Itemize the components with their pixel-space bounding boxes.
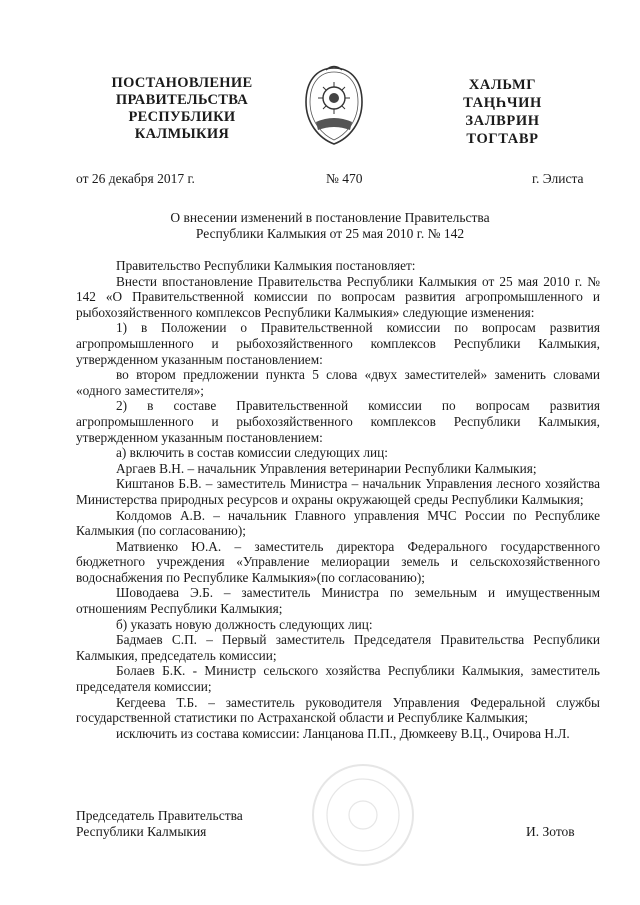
paragraph: Аргаев В.Н. – начальник Управления ветеринарии Республики Калмыкия; [116, 460, 537, 476]
paragraph: а) включить в состав комиссии следующих лиц: [116, 445, 388, 461]
kalmykia-emblem-icon [300, 64, 368, 148]
decree-date: от 26 декабря 2017 г. [76, 171, 195, 186]
paragraph: Бадмаев С.П. – Первый заместитель Председателя Правительства Республики Калмыкия, председатель комиссии; [76, 632, 600, 663]
decree-number: № 470 [326, 171, 363, 186]
document-body [76, 258, 600, 741]
paragraph: Кегдеева Т.Б. – заместитель руководителя Управления Федеральной службы государственной статистики по Астраханской области и Республике Калмыкия; [76, 694, 600, 726]
header-left-line: КАЛМЫКИЯ [134, 126, 230, 142]
header-right-line: ТОГТАВР [466, 131, 539, 147]
title-line: О внесении изменений в постановление Правительства [170, 210, 490, 225]
paragraph: б) указать новую должность следующих лиц: [116, 616, 373, 632]
signature-position-line: Республики Калмыкия [76, 824, 207, 839]
document-title [120, 210, 540, 242]
paragraph: Внести впостановление Правительства Республики Калмыкия от 25 мая 2010 г. № 142 «О Правительственной комиссии по вопросам развития агропромышленного и рыбохозяйственного комплексов Республики Калмыкия» следующие изменения: [76, 273, 600, 320]
paragraph: исключить из состава комиссии: Ланцанова П.П., Дюмкееву В.Ц., Очирова Н.Л. [116, 725, 570, 741]
title-line: Республики Калмыкия от 25 мая 2010 г. № 142 [195, 226, 465, 241]
header-right-line: ХАЛЬМГ [468, 77, 537, 93]
paragraph: Болаев Б.К. - Министр сельского хозяйства Республики Калмыкия, заместитель председателя комиссии; [76, 663, 600, 695]
signature-position [76, 808, 243, 840]
signature-position-line: Председатель Правительства [76, 808, 243, 823]
header-left-line: РЕСПУБЛИКИ [128, 109, 236, 125]
header-right-line: ЗАЛВРИН [465, 113, 540, 129]
header-left-title [92, 75, 272, 143]
paragraph: Правительство Республики Калмыкия постановляет: [116, 258, 416, 273]
paragraph: Колдомов А.В. – начальник Главного управления МЧС России по Республике Калмыкия (по согласованию); [76, 507, 600, 539]
paragraph: 2) в составе Правительственной комиссии по вопросам развития агропромышленного и рыбохозяйственного комплексов Республики Калмыкия, утвержденном указанным постановлением: [76, 398, 600, 445]
paragraph: во втором предложении пункта 5 слова «двух заместителей» заменить словами «одного заместителя»; [76, 367, 600, 398]
header-left-line: ПРАВИТЕЛЬСТВА [115, 92, 249, 108]
paragraph: Шоводаева Э.Б. – заместитель Министра по земельным и имущественным отношениям Республики Калмыкия; [76, 585, 600, 617]
header-right-line: ТАҢҺЧИН [463, 95, 542, 111]
header-right-title [440, 76, 565, 148]
paragraph: 1) в Положении о Правительственной комиссии по вопросам развития агропромышленного и рыбохозяйственного комплексов Республики Калмыкия, утвержденном указанным постановлением: [76, 320, 600, 367]
header-left-line: ПОСТАНОВЛЕНИЕ [111, 75, 253, 91]
paragraph: Киштанов Б.В. – заместитель Министра – начальник Управления лесного хозяйства Министерства природных ресурсов и охраны окружающей среды Республики Калмыкия; [76, 476, 600, 507]
stamp-seal-icon [308, 760, 418, 870]
paragraph: Матвиенко Ю.А. – заместитель директора Федерального государственного бюджетного учреждения «Управление мелиорации земель и сельскохозяйственного водоснабжения по Республике Калмыкия»(по согласованию); [76, 538, 600, 585]
decree-city: г. Элиста [532, 171, 584, 186]
signer-name: И. Зотов [526, 824, 575, 839]
